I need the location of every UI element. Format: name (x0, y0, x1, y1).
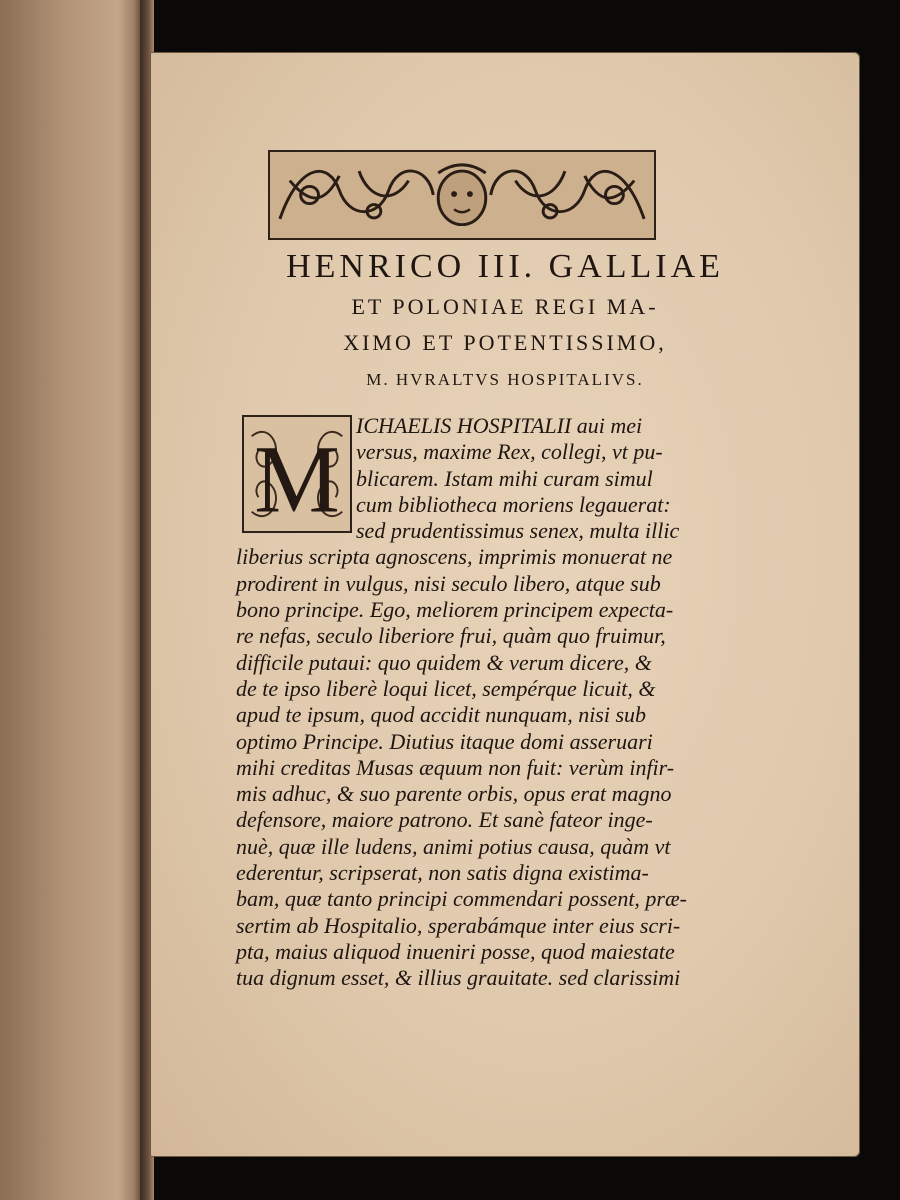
text-line: defensore, maiore patrono. Et sanè fateor inge- (236, 807, 653, 833)
text-line: difficile putaui: quo quidem & verum dicere, & (236, 649, 652, 675)
text-line: cum bibliotheca moriens legauerat: (356, 491, 671, 517)
text-line: versus, maxime Rex, collegi, vt pu- (356, 439, 663, 465)
text-line: pta, maius aliquod inueniri posse, quod maiestate (236, 938, 675, 964)
dedication-line-2: ET POLONIAE REGI MA- (351, 294, 659, 319)
text-line: optimo Principe. Diutius itaque domi asseruari (236, 728, 653, 754)
text-line: mis adhuc, & suo parente orbis, opus erat magno (236, 781, 672, 807)
initial-letter: M (254, 425, 340, 531)
text-line: liberius scripta agnoscens, imprimis monuerat ne (236, 544, 673, 570)
text-line: prodirent in vulgus, nisi seculo libero, atque sub (236, 570, 661, 596)
ornamental-headpiece (268, 150, 656, 240)
text-line: ederentur, scripserat, non satis digna existima- (236, 860, 649, 886)
text-line: sed prudentissimus senex, multa illic (356, 518, 680, 544)
text-line: blicarem. Istam mihi curam simul (356, 465, 653, 491)
text-line: tua dignum esset, & illius grauitate. sed clarissimi (236, 965, 681, 991)
dedication-line-1: HENRICO III. GALLIAE (286, 248, 724, 285)
text-line: ICHAELIS HOSPITALII aui mei (356, 413, 643, 438)
text-line: bono principe. Ego, meliorem principem expecta- (236, 597, 674, 623)
text-line: bam, quæ tanto principi commendari possent, præ- (236, 886, 687, 912)
text-line: mihi creditas Musas æquum non fuit: verùm infir- (236, 754, 675, 780)
text-line: re nefas, seculo liberiore frui, quàm quo fruimur, (236, 623, 666, 649)
decorated-initial-m (242, 415, 352, 533)
text-line: de te ipso liberè loqui licet, sempérque licuit, & (236, 675, 656, 701)
text-line: nuè, quæ ille ludens, animi potius causa, quàm vt (236, 833, 671, 859)
text-line: sertim ab Hospitalio, sperabámque inter eius scri- (236, 912, 681, 938)
dedication-line-3: XIMO ET POTENTISSIMO, (343, 330, 667, 355)
left-page (0, 0, 148, 1200)
dedication-author: M. HVRALTVS HOSPITALIVS. (366, 370, 644, 389)
text-line: apud te ipsum, quod accidit nunquam, nisi sub (236, 702, 647, 728)
